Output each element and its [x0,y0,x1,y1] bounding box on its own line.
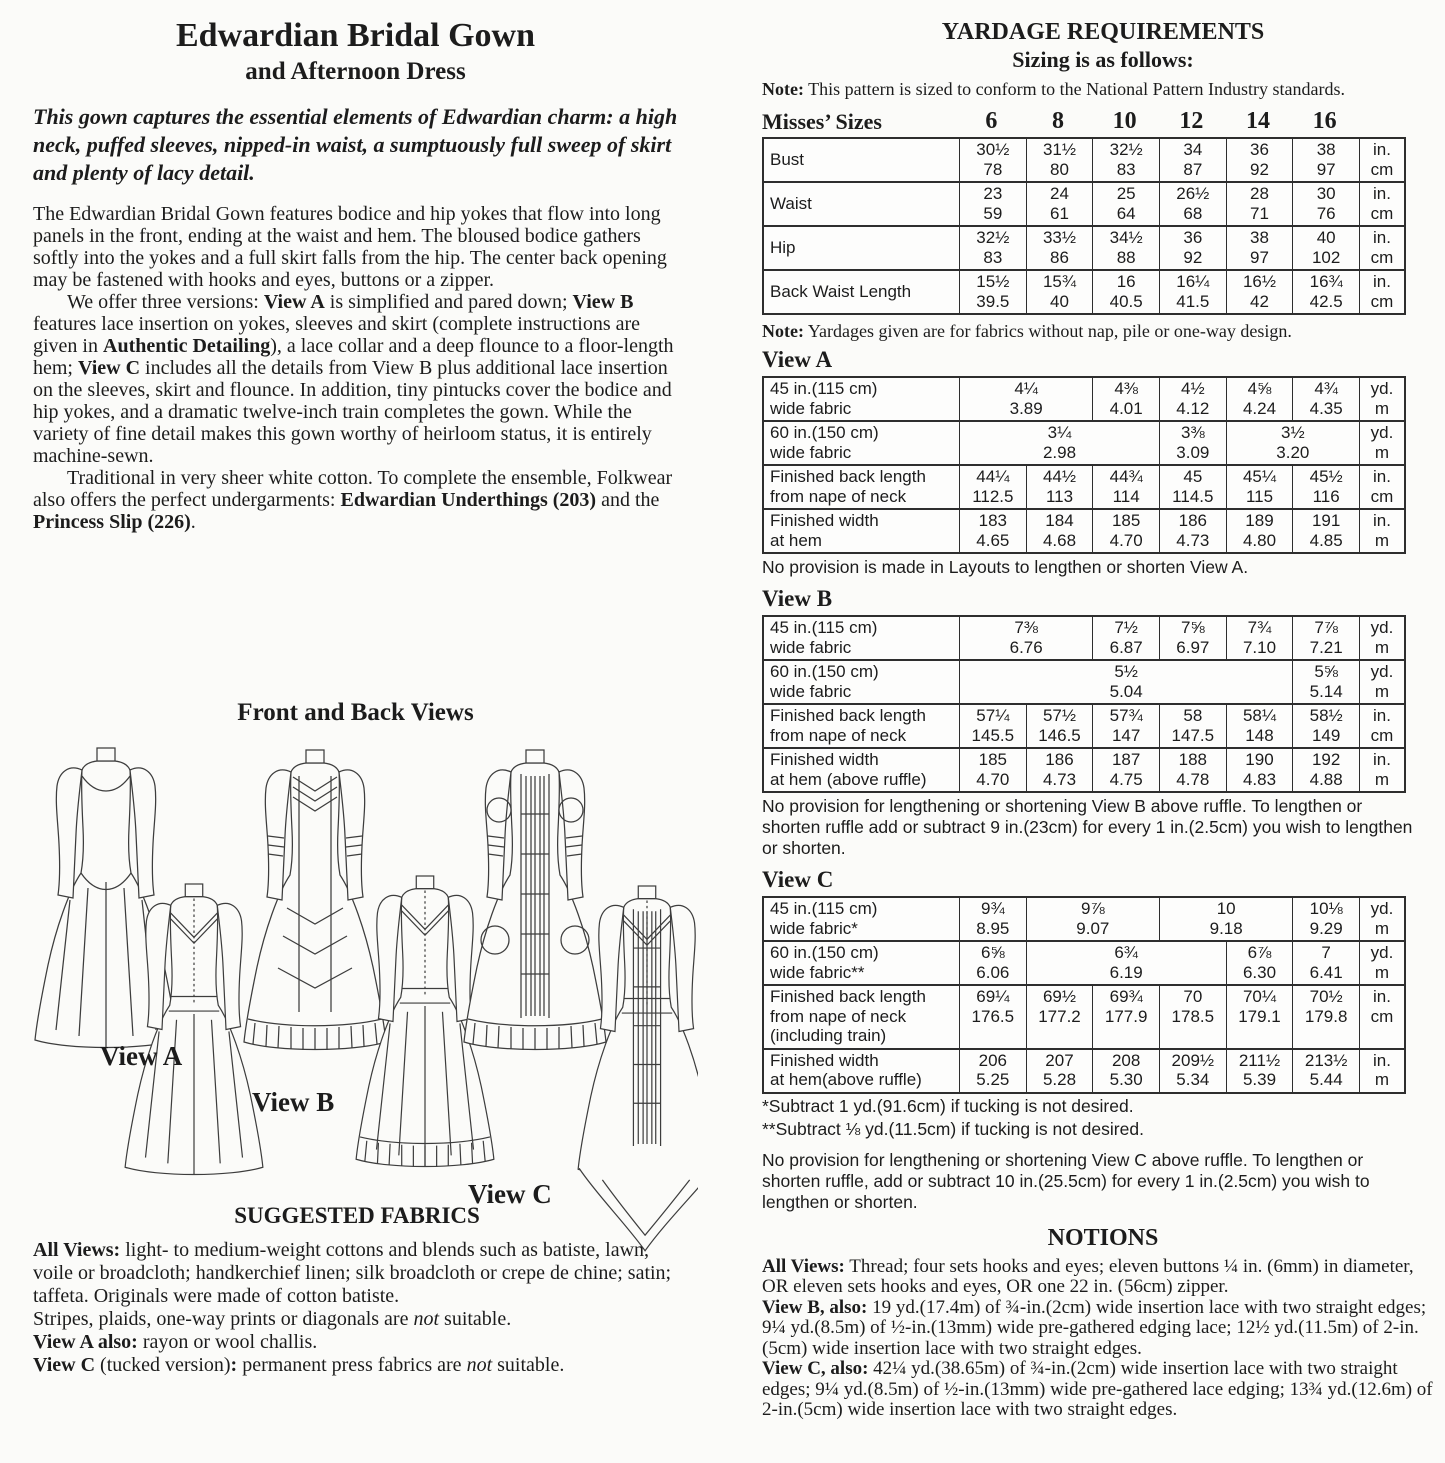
row-label: Waist [764,183,960,227]
value-cell: 9⅞ 9.07 [1027,898,1160,942]
value-cell: 185 4.70 [1093,510,1160,552]
row-label: 45 in.(115 cm) wide fabric [764,617,960,661]
value-cell: 69¼ 176.5 [960,986,1027,1050]
description-paragraph-3 [33,467,678,533]
sizing-note [762,79,1444,100]
value-cell: 58½ 149 [1293,705,1360,749]
view-c-heading: View C [762,867,834,892]
unit-cell: in. cm [1360,139,1404,183]
row-label: Finished width at hem (above ruffle) [764,749,960,791]
size-column-header: 6 [985,108,998,134]
fabrics-line-view-c [33,1354,681,1377]
text-run: Authentic Detailing [103,335,271,357]
view-c-star-note-1: *Subtract 1 yd.(91.6cm) if tucking is not desired. [762,1095,1134,1116]
value-cell: 209½ 5.34 [1160,1050,1227,1092]
value-cell: 40 102 [1293,227,1360,271]
value-cell: 25 64 [1093,183,1160,227]
yardage-section [762,18,1444,1421]
row-label: 60 in.(150 cm) wide fabric [764,661,960,705]
text-run: Edwardian Underthings (203) [340,489,597,511]
value-cell: 4¼ 3.89 [960,378,1093,422]
value-cell: 7 6.41 [1293,942,1360,986]
row-label: Finished width at hem [764,510,960,552]
unit-cell: yd. m [1360,942,1404,986]
value-cell: 208 5.30 [1093,1050,1160,1092]
view-c-footnote: No provision for lengthening or shortening View C above ruffle. To lengthen or shorten ruffle, add or subtract 10 in.(25.5cm) for every 1 in.(2.5cm) you wish to lengthen or shorten. [762,1149,1370,1212]
value-cell: 28 71 [1227,183,1294,227]
value-cell: 6⅞ 6.30 [1227,942,1294,986]
row-label: Finished back length from nape of neck [764,466,960,510]
value-cell: 16¾ 42.5 [1293,271,1360,313]
suggested-fabrics-section [33,1203,681,1377]
value-cell: 31½ 80 [1027,139,1094,183]
value-cell: 211½ 5.39 [1227,1050,1294,1092]
text-run: Princess Slip (226) [33,511,191,533]
value-cell: 5½ 5.04 [960,661,1293,705]
value-cell: 189 4.80 [1227,510,1294,552]
unit-cell: in. m [1373,750,1391,789]
value-cell: 4½ 4.12 [1160,378,1227,422]
fabrics-line-stripes [33,1308,681,1331]
view-a-table [762,376,1406,554]
text-run: Thread; four sets hooks and eyes; eleven buttons ¼ in. (6mm) in diameter, OR eleven sets hooks and eyes, OR one 22 in. (56cm) zipper. [762,1255,1414,1297]
text-run: 42¼ yd.(38.65m) of ¾-in.(2cm) wide insertion lace with two straight edges; 9¼ yd.(8.5m) of ½-in.(13mm) wide pre-gathered lace edging; 13¾ yd.(12.6m) of 2-in.(5cm) wide insertion lace with two straight edges. [762,1358,1433,1420]
value-cell: 7¾ 7.10 [1227,617,1294,661]
value-cell: 10⅛ 9.29 [1293,898,1360,942]
text-run: Note: [762,79,804,99]
value-cell: 3⅜ 3.09 [1160,422,1227,466]
value-cell: 3¼ 2.98 [960,422,1160,466]
value-cell: 58¼ 148 [1227,705,1294,749]
row-label: 60 in.(150 cm) wide fabric [764,422,960,466]
value-cell: 45 114.5 [1160,466,1227,510]
row-label: Hip [764,227,960,271]
value-cell: 183 4.65 [960,510,1027,552]
size-column-header: 12 [1179,108,1204,134]
text-run: : [230,1354,238,1376]
size-column-header: 14 [1245,108,1270,134]
notions-heading: NOTIONS [1047,1224,1159,1251]
value-cell: 4⅝ 4.24 [1227,378,1294,422]
description-paragraph-1: The Edwardian Bridal Gown features bodice and hip yokes that flow into long panels in the front, ending at the waist and hem. The bloused bodice gathers softly into the yokes and a full skirt falls from the hip. The center back opening may be fastened with hooks and eyes, buttons or a zipper. [33,203,667,291]
size-column-header: 10 [1112,108,1137,134]
value-cell: 15¾ 40 [1027,271,1094,313]
text-run: and the [596,489,660,511]
row-label: 45 in.(115 cm) wide fabric [764,378,960,422]
row-label: 60 in.(150 cm) wide fabric** [764,942,960,986]
value-cell: 16 40.5 [1093,271,1160,313]
value-cell: 36 92 [1227,139,1294,183]
text-run: rayon or wool challis. [137,1331,318,1353]
page-subtitle: and Afternoon Dress [245,58,466,85]
notions-all-views [762,1257,1444,1298]
sizes-corner-label: Misses’ Sizes [762,109,882,134]
value-cell: 6¾ 6.19 [1027,942,1227,986]
row-label: Back Waist Length [764,271,960,313]
lede-paragraph: This gown captures the essential elements of Edwardian charm: a high neck, puffed sleeves, nipped-in waist, a sumptuously full sweep of skirt and plenty of lacy detail. [33,104,678,185]
text-run: 19 yd.(17.4m) of ¾-in.(2cm) wide insertion lace with two straight edges; 9¼ yd.(8.5m) of ½-in.(13mm) wide pre-gathered edging lace; 12½ yd.(11.5m) of 2-in.(5cm) wide insertion lace with two straight edges. [762,1296,1427,1359]
text-run: We offer three versions: [67,291,264,313]
view-b-heading: View B [762,586,833,611]
text-run: (tucked version) [95,1354,231,1376]
text-run: View A also: [33,1331,138,1353]
unit-cell: yd. m [1360,422,1404,466]
value-cell: 191 4.85 [1293,510,1360,552]
value-cell: 5⅝ 5.14 [1293,661,1360,705]
value-cell: 206 5.25 [960,1050,1027,1092]
value-cell: 70½ 179.8 [1293,986,1360,1050]
text-run: ), a lace collar and a deep flounce to a floor-length hem; [33,335,674,379]
size-column-header: 8 [1051,108,1064,134]
unit-cell: in. cm [1360,466,1404,510]
page-title: Edwardian Bridal Gown [176,17,535,54]
text-run: View B, also: [762,1296,868,1318]
text-run: . [190,511,196,533]
value-cell: 38 97 [1293,139,1360,183]
value-cell: 4¾ 4.35 [1293,378,1360,422]
value-cell: 7⅝ 6.97 [1160,617,1227,661]
value-cell: 32½ 83 [960,227,1027,271]
intro-section [33,16,678,533]
value-cell: 207 5.28 [1027,1050,1094,1092]
value-cell: 44¾ 114 [1093,466,1160,510]
view-b-table [762,615,1406,793]
row-label: Finished back length from nape of neck (including train) [764,986,960,1050]
sizing-table [762,137,1406,315]
text-run: All Views: [33,1239,121,1261]
view-a-footnote: No provision is made in Layouts to lengthen or shorten View A. [762,557,1249,577]
value-cell: 26½ 68 [1160,183,1227,227]
value-cell: 188 4.78 [1160,749,1227,791]
notions-view-c [762,1359,1444,1421]
value-cell: 45¼ 115 [1227,466,1294,510]
value-cell: 70¼ 179.1 [1227,986,1294,1050]
value-cell: 184 4.68 [1027,510,1094,552]
view-b-label: View B [252,1087,335,1117]
view-c-label: View C [468,1179,552,1209]
value-cell: 7⅜ 6.76 [960,617,1093,661]
value-cell: 7⅞ 7.21 [1293,617,1360,661]
view-c-front-drawing [464,750,606,1050]
value-cell: 44½ 113 [1027,466,1094,510]
value-cell: 57½ 146.5 [1027,705,1094,749]
value-cell: 16¼ 41.5 [1160,271,1227,313]
unit-cell: in. cm [1370,272,1394,311]
value-cell: 36 92 [1160,227,1227,271]
row-label: Bust [764,139,960,183]
text-run: View C [33,1354,96,1376]
value-cell: 70 178.5 [1160,986,1227,1050]
value-cell: 192 4.88 [1293,749,1360,791]
view-c-star-note-2: **Subtract ⅛ yd.(11.5cm) if tucking is not desired. [762,1118,1144,1139]
text-run: includes all the details from View B plus additional lace insertion on the sleeves, skirt and flounce. In addition, tiny pintucks cover the bodice and hip yokes, and a dramatic twelve-inch train completes the gown. While the variety of fine detail makes this gown worthy of heirloom status, it is entirely machine-sewn. [33,357,672,467]
text-run: permanent press fabrics are [237,1354,467,1376]
view-b-footnote: No provision for lengthening or shortening View B above ruffle. To lengthen or shorten ruffle add or subtract 9 in.(23cm) for every 1 in.(2.5cm) you wish to lengthen or shorten. [762,796,1413,858]
value-cell: 57¼ 145.5 [960,705,1027,749]
text-run: This pattern is sized to conform to the National Pattern Industry standards. [803,79,1346,99]
value-cell: 4⅜ 4.01 [1093,378,1160,422]
views-heading: Front and Back Views [237,699,474,726]
value-cell: 44¼ 112.5 [960,466,1027,510]
sizes-header-row [762,108,1402,135]
text-run: All Views: [762,1255,845,1277]
fabrics-heading: SUGGESTED FABRICS [234,1203,480,1228]
text-run: is simplified and pared down; [324,291,573,313]
fabrics-line-view-a [33,1331,681,1354]
notions-view-b [762,1298,1444,1360]
sizing-subheading: Sizing is as follows: [1012,47,1194,72]
text-run: Traditional in very sheer white cotton. To complete the ensemble, Folkwear also offers the perfect undergarments: [33,467,673,511]
unit-cell: yd. m [1360,898,1404,942]
value-cell: 3½ 3.20 [1227,422,1360,466]
value-cell: 34 87 [1160,139,1227,183]
value-cell: 69¾ 177.9 [1093,986,1160,1050]
fabrics-line-all-views [33,1239,681,1308]
unit-cell: in. cm [1360,183,1404,227]
value-cell: 57¾ 147 [1093,705,1160,749]
view-a-label: View A [100,1041,183,1071]
value-cell: 6⅝ 6.06 [960,942,1027,986]
text-run: light- to medium-weight cottons and blends such as batiste, lawn, voile or broadcloth; handkerchief linen; silk broadcloth or crepe de chine; satin; taffeta. Originals were made of cotton batiste. [33,1239,672,1307]
text-run: View A [263,291,325,313]
row-label: 45 in.(115 cm) wide fabric* [764,898,960,942]
value-cell: 186 4.73 [1027,749,1094,791]
value-cell: 16½ 42 [1227,271,1294,313]
text-run: View C, also: [762,1358,869,1379]
value-cell: 30½ 78 [960,139,1027,183]
unit-cell: yd. m [1360,617,1404,661]
value-cell: 38 97 [1227,227,1294,271]
value-cell: 58 147.5 [1160,705,1227,749]
unit-cell: yd. m [1360,378,1404,422]
text-run: not [413,1308,440,1330]
view-b-front-drawing [244,750,386,1050]
description-paragraph-2 [33,291,678,467]
unit-cell: in. m [1373,511,1391,550]
value-cell: 213½ 5.44 [1293,1050,1360,1092]
value-cell: 33½ 86 [1027,227,1094,271]
text-run: View B [572,291,634,313]
value-cell: 32½ 83 [1093,139,1160,183]
text-run: Note: [762,321,804,341]
unit-cell: in. cm [1360,986,1404,1050]
view-c-back-drawing [578,886,698,1251]
unit-cell: in. cm [1360,227,1404,271]
text-run: Stripes, plaids, one-way prints or diagonals are [33,1308,414,1330]
value-cell: 15½ 39.5 [960,271,1027,313]
text-run: suitable. [439,1308,512,1330]
unit-cell: yd. m [1360,661,1404,705]
unit-cell: in. m [1373,1050,1391,1089]
value-cell: 190 4.83 [1227,749,1294,791]
value-cell: 187 4.75 [1093,749,1160,791]
value-cell: 185 4.70 [960,749,1027,791]
yardage-note [762,321,1444,342]
value-cell: 23 59 [960,183,1027,227]
value-cell: 69½ 177.2 [1027,986,1094,1050]
text-run: View C [78,357,141,379]
value-cell: 34½ 88 [1093,227,1160,271]
size-column-header: 16 [1312,108,1337,134]
text-run: suitable. [492,1354,565,1376]
value-cell: 186 4.73 [1160,510,1227,552]
row-label: Finished width at hem(above ruffle) [764,1050,960,1092]
row-label: Finished back length from nape of neck [764,705,960,749]
text-run: Yardages given are for fabrics without nap, pile or one-way design. [803,321,1292,341]
value-cell: 30 76 [1293,183,1360,227]
value-cell: 7½ 6.87 [1093,617,1160,661]
value-cell: 9¾ 8.95 [960,898,1027,942]
yardage-heading: YARDAGE REQUIREMENTS [941,19,1265,45]
unit-cell: in. cm [1360,705,1404,749]
text-run: features lace insertion on yokes, sleeves and skirt (complete instructions are given in [33,313,641,357]
value-cell: 24 61 [1027,183,1094,227]
text-run: not [466,1354,493,1376]
view-a-heading: View A [762,347,833,372]
value-cell: 45½ 116 [1293,466,1360,510]
value-cell: 10 9.18 [1160,898,1293,942]
view-c-table [762,896,1406,1094]
